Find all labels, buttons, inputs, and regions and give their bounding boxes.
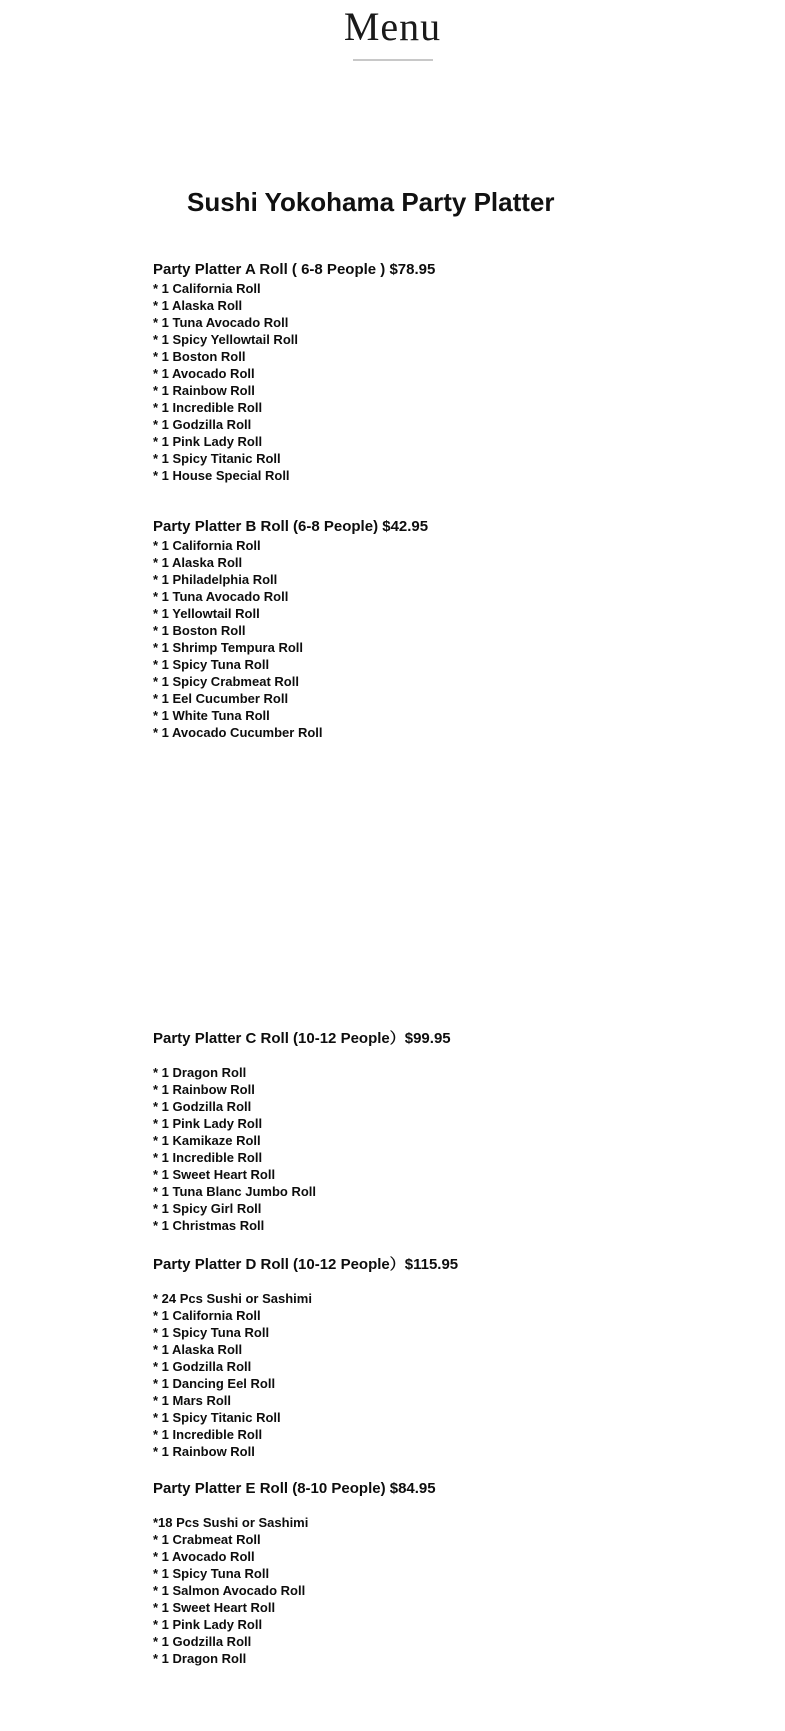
list-item: *18 Pcs Sushi or Sashimi (153, 1515, 309, 1530)
list-item: * 1 Sweet Heart Roll (153, 1167, 276, 1182)
list-item: * 1 Philadelphia Roll (153, 572, 278, 587)
item-list (153, 1514, 436, 1667)
platter-section-e (153, 1479, 436, 1667)
list-item: * 1 Incredible Roll (153, 1150, 263, 1165)
spacer (153, 1049, 451, 1064)
list-item: * 1 Godzilla Roll (153, 417, 252, 432)
list-item: * 1 Dragon Roll (153, 1651, 247, 1666)
list-item: * 1 Godzilla Roll (153, 1099, 252, 1114)
list-item: * 1 Rainbow Roll (153, 383, 255, 398)
list-item: * 1 Tuna Avocado Roll (153, 315, 289, 330)
list-item: * 1 Incredible Roll (153, 1427, 263, 1442)
list-item: * 1 Dancing Eel Roll (153, 1376, 276, 1391)
list-item: * 1 Spicy Tuna Roll (153, 1566, 270, 1581)
title-divider (353, 59, 433, 61)
spacer (153, 1275, 458, 1290)
item-list (153, 537, 428, 741)
item-list (153, 1290, 458, 1460)
list-item: * 1 Kamikaze Roll (153, 1133, 261, 1148)
list-item: * 1 Eel Cucumber Roll (153, 691, 289, 706)
list-item: * 1 White Tuna Roll (153, 708, 270, 723)
platter-section-a (153, 260, 435, 484)
list-item: * 1 Pink Lady Roll (153, 434, 263, 449)
list-item: * 1 Alaska Roll (153, 298, 243, 313)
platter-section-c (153, 1029, 451, 1234)
list-item: * 1 Alaska Roll (153, 555, 243, 570)
section-title: Party Platter C Roll (10-12 People）$99.95 (153, 1030, 451, 1047)
list-item: * 1 California Roll (153, 1308, 261, 1323)
list-item: * 1 California Roll (153, 281, 261, 296)
list-item: * 1 Alaska Roll (153, 1342, 243, 1357)
list-item: * 1 Spicy Tuna Roll (153, 1325, 270, 1340)
list-item: * 1 Avocado Roll (153, 366, 255, 381)
list-item: * 1 Boston Roll (153, 349, 246, 364)
platter-section-d (153, 1255, 458, 1460)
list-item: * 1 Tuna Blanc Jumbo Roll (153, 1184, 317, 1199)
platter-heading: Sushi Yokohama Party Platter (187, 187, 555, 217)
list-item: * 1 Rainbow Roll (153, 1444, 255, 1459)
list-item: * 1 Pink Lady Roll (153, 1617, 263, 1632)
list-item: * 1 Spicy Titanic Roll (153, 1410, 281, 1425)
platter-section-b (153, 517, 428, 741)
list-item: * 1 Boston Roll (153, 623, 246, 638)
list-item: * 1 Godzilla Roll (153, 1359, 252, 1374)
item-list (153, 280, 435, 484)
list-item: * 1 Pink Lady Roll (153, 1116, 263, 1131)
list-item: * 1 Spicy Titanic Roll (153, 451, 281, 466)
list-item: * 1 Spicy Girl Roll (153, 1201, 262, 1216)
list-item: * 1 California Roll (153, 538, 261, 553)
list-item: * 1 Crabmeat Roll (153, 1532, 261, 1547)
list-item: * 1 Sweet Heart Roll (153, 1600, 276, 1615)
item-list (153, 1064, 451, 1234)
section-title: Party Platter A Roll ( 6-8 People ) $78.95 (153, 261, 436, 278)
list-item: * 1 Shrimp Tempura Roll (153, 640, 304, 655)
list-item: * 1 Dragon Roll (153, 1065, 247, 1080)
list-item: * 1 Mars Roll (153, 1393, 232, 1408)
list-item: * 1 Avocado Cucumber Roll (153, 725, 323, 740)
list-item: * 1 Christmas Roll (153, 1218, 265, 1233)
list-item: * 1 Spicy Yellowtail Roll (153, 332, 298, 347)
list-item: * 1 Godzilla Roll (153, 1634, 252, 1649)
list-item: * 24 Pcs Sushi or Sashimi (153, 1291, 312, 1306)
section-title: Party Platter B Roll (6-8 People) $42.95 (153, 518, 429, 535)
list-item: * 1 Tuna Avocado Roll (153, 589, 289, 604)
list-item: * 1 Spicy Tuna Roll (153, 657, 270, 672)
section-title: Party Platter E Roll (8-10 People) $84.95 (153, 1480, 436, 1497)
list-item: * 1 Spicy Crabmeat Roll (153, 674, 299, 689)
list-item: * 1 Incredible Roll (153, 400, 263, 415)
section-title: Party Platter D Roll (10-12 People）$115.95 (153, 1256, 459, 1273)
spacer (153, 1499, 436, 1514)
page-title: Menu (343, 4, 442, 49)
list-item: * 1 Yellowtail Roll (153, 606, 260, 621)
list-item: * 1 Salmon Avocado Roll (153, 1583, 306, 1598)
list-item: * 1 Rainbow Roll (153, 1082, 255, 1097)
list-item: * 1 Avocado Roll (153, 1549, 255, 1564)
list-item: * 1 House Special Roll (153, 468, 290, 483)
